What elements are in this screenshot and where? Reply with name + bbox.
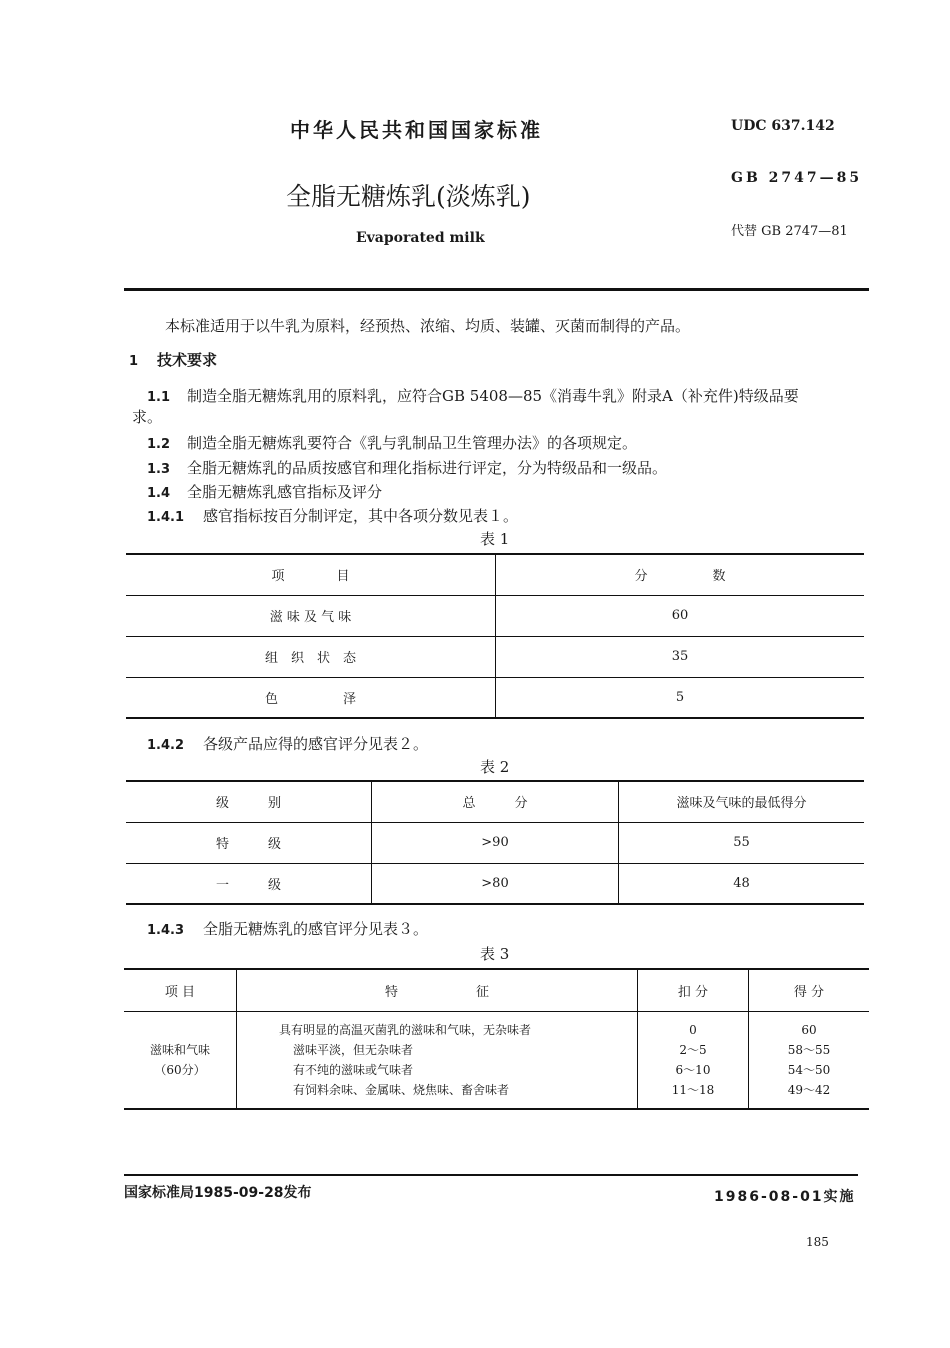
table-cell: 35 — [671, 649, 689, 664]
table-2 — [126, 780, 864, 905]
clause-number: 1.4.2 — [147, 738, 185, 753]
table-cell: >80 — [372, 863, 619, 904]
clause-text: 各级产品应得的感官评分见表２。 — [203, 735, 429, 753]
clause-text: 全脂无糖炼乳的品质按感官和理化指标进行评定，分为特级品和一级品。 — [187, 459, 668, 477]
score-value: 60 — [801, 1022, 817, 1037]
table-cell: >90 — [372, 822, 619, 863]
score-value: 49～42 — [787, 1082, 831, 1097]
clause-number: 1.1 — [147, 390, 171, 405]
effective-date: 1986-08-01实施 — [714, 1189, 856, 1205]
score-cell — [749, 1011, 870, 1109]
table-cell: 特 级 — [126, 822, 372, 863]
table-header-row — [124, 969, 869, 1011]
column-header: 项 目 — [124, 969, 237, 1011]
table-row — [126, 595, 864, 636]
column-header: 总 分 — [372, 781, 619, 822]
deduction-value: 0 — [689, 1022, 697, 1037]
deduction-value: 2～5 — [679, 1042, 707, 1057]
org-title: 中华人民共和国国家标准 — [290, 118, 543, 142]
table-header-row — [126, 781, 864, 822]
table-1-caption: 表 1 — [480, 530, 510, 548]
item-name: 滋味和气味 — [149, 1042, 210, 1057]
clause-1-3 — [147, 457, 667, 478]
header-rule — [124, 288, 869, 291]
clause-number: 1.4.1 — [147, 510, 185, 525]
section-title: 技术要求 — [157, 351, 218, 369]
column-header: 项 目 — [126, 554, 496, 595]
column-header: 特 征 — [237, 969, 638, 1011]
clause-number: 1.4 — [147, 486, 171, 501]
table-2-caption: 表 2 — [480, 758, 510, 776]
udc-code: UDC 637.142 — [731, 118, 835, 134]
clause-number: 1.2 — [147, 437, 171, 452]
feature-line: 滋味平淡，但无杂味者 — [293, 1042, 414, 1057]
clause-number: 1.3 — [147, 462, 171, 477]
clause-1-4-2 — [147, 733, 428, 754]
clause-1-4-3 — [147, 918, 428, 939]
clause-1-2 — [147, 432, 637, 453]
replaces-note: 代替 GB 2747—81 — [731, 224, 848, 239]
feature-line: 有不纯的滋味或气味者 — [293, 1062, 414, 1077]
column-header: 扣 分 — [638, 969, 749, 1011]
table-1 — [126, 553, 864, 719]
clause-text: 制造全脂无糖炼乳要符合《乳与乳制品卫生管理办法》的各项规定。 — [187, 434, 638, 452]
scope-paragraph: 本标准适用于以牛乳为原料，经预热、浓缩、均质、装罐、灭菌而制得的产品。 — [165, 317, 691, 335]
clause-1-1 — [147, 385, 799, 406]
table-cell: 60 — [671, 608, 689, 623]
score-value: 54～50 — [787, 1062, 831, 1077]
column-header: 得 分 — [793, 984, 825, 1000]
table-3-caption: 表 3 — [480, 945, 510, 963]
deduction-value: 11～18 — [671, 1082, 715, 1097]
standard-number: GB 2747—85 — [731, 170, 863, 186]
clause-text: 制造全脂无糖炼乳用的原料乳，应符合GB 5408—85《消毒牛乳》附录A（补充件)特级品要 — [187, 387, 799, 405]
clause-text: 感官指标按百分制评定，其中各项分数见表１。 — [203, 507, 519, 525]
table-cell: 48 — [733, 875, 750, 891]
table-header-row — [126, 554, 864, 595]
table-cell: 一 级 — [126, 863, 372, 904]
table-cell: 色 泽 — [126, 677, 496, 718]
clause-1-4 — [147, 481, 382, 502]
table-cell: 55 — [733, 835, 750, 850]
table-row — [126, 822, 864, 863]
clause-1-4-1 — [147, 505, 518, 526]
column-header: 级 别 — [126, 781, 372, 822]
feature-line: 有饲料余味、金属味、烧焦味、畜舍味者 — [293, 1082, 510, 1097]
table-cell: 滋 味 及 气 味 — [126, 595, 496, 636]
column-header: 滋味及气味的最低得分 — [676, 796, 807, 812]
footer-rule — [124, 1174, 858, 1176]
table-row — [126, 863, 864, 904]
english-title: Evaporated milk — [356, 230, 485, 246]
page-number: 185 — [806, 1235, 829, 1249]
table-row — [126, 636, 864, 677]
table-row — [126, 677, 864, 718]
features-cell — [237, 1011, 638, 1109]
item-cell — [124, 1011, 237, 1109]
document-title: 全脂无糖炼乳(淡炼乳) — [286, 182, 531, 211]
clause-text: 全脂无糖炼乳感官指标及评分 — [187, 483, 383, 501]
table-cell: 组 织 状 态 — [126, 636, 496, 677]
clause-1-1-continued: 求。 — [132, 408, 163, 426]
issue-date: 国家标准局1985-09-28发布 — [124, 1185, 312, 1201]
item-points: （60分） — [154, 1062, 206, 1077]
section-number: 1 — [129, 354, 139, 369]
column-header: 分 数 — [634, 569, 726, 585]
table-cell: 5 — [675, 689, 685, 705]
clause-number: 1.4.3 — [147, 923, 185, 938]
score-value: 58～55 — [787, 1042, 831, 1057]
deduction-value: 6～10 — [675, 1062, 711, 1077]
clause-text: 全脂无糖炼乳的感官评分见表３。 — [203, 920, 429, 938]
table-3 — [124, 968, 869, 1110]
table-row — [124, 1011, 869, 1109]
feature-line: 具有明显的高温灭菌乳的滋味和气味，无杂味者 — [279, 1022, 532, 1037]
section-1-heading — [129, 349, 217, 370]
deduction-cell — [638, 1011, 749, 1109]
